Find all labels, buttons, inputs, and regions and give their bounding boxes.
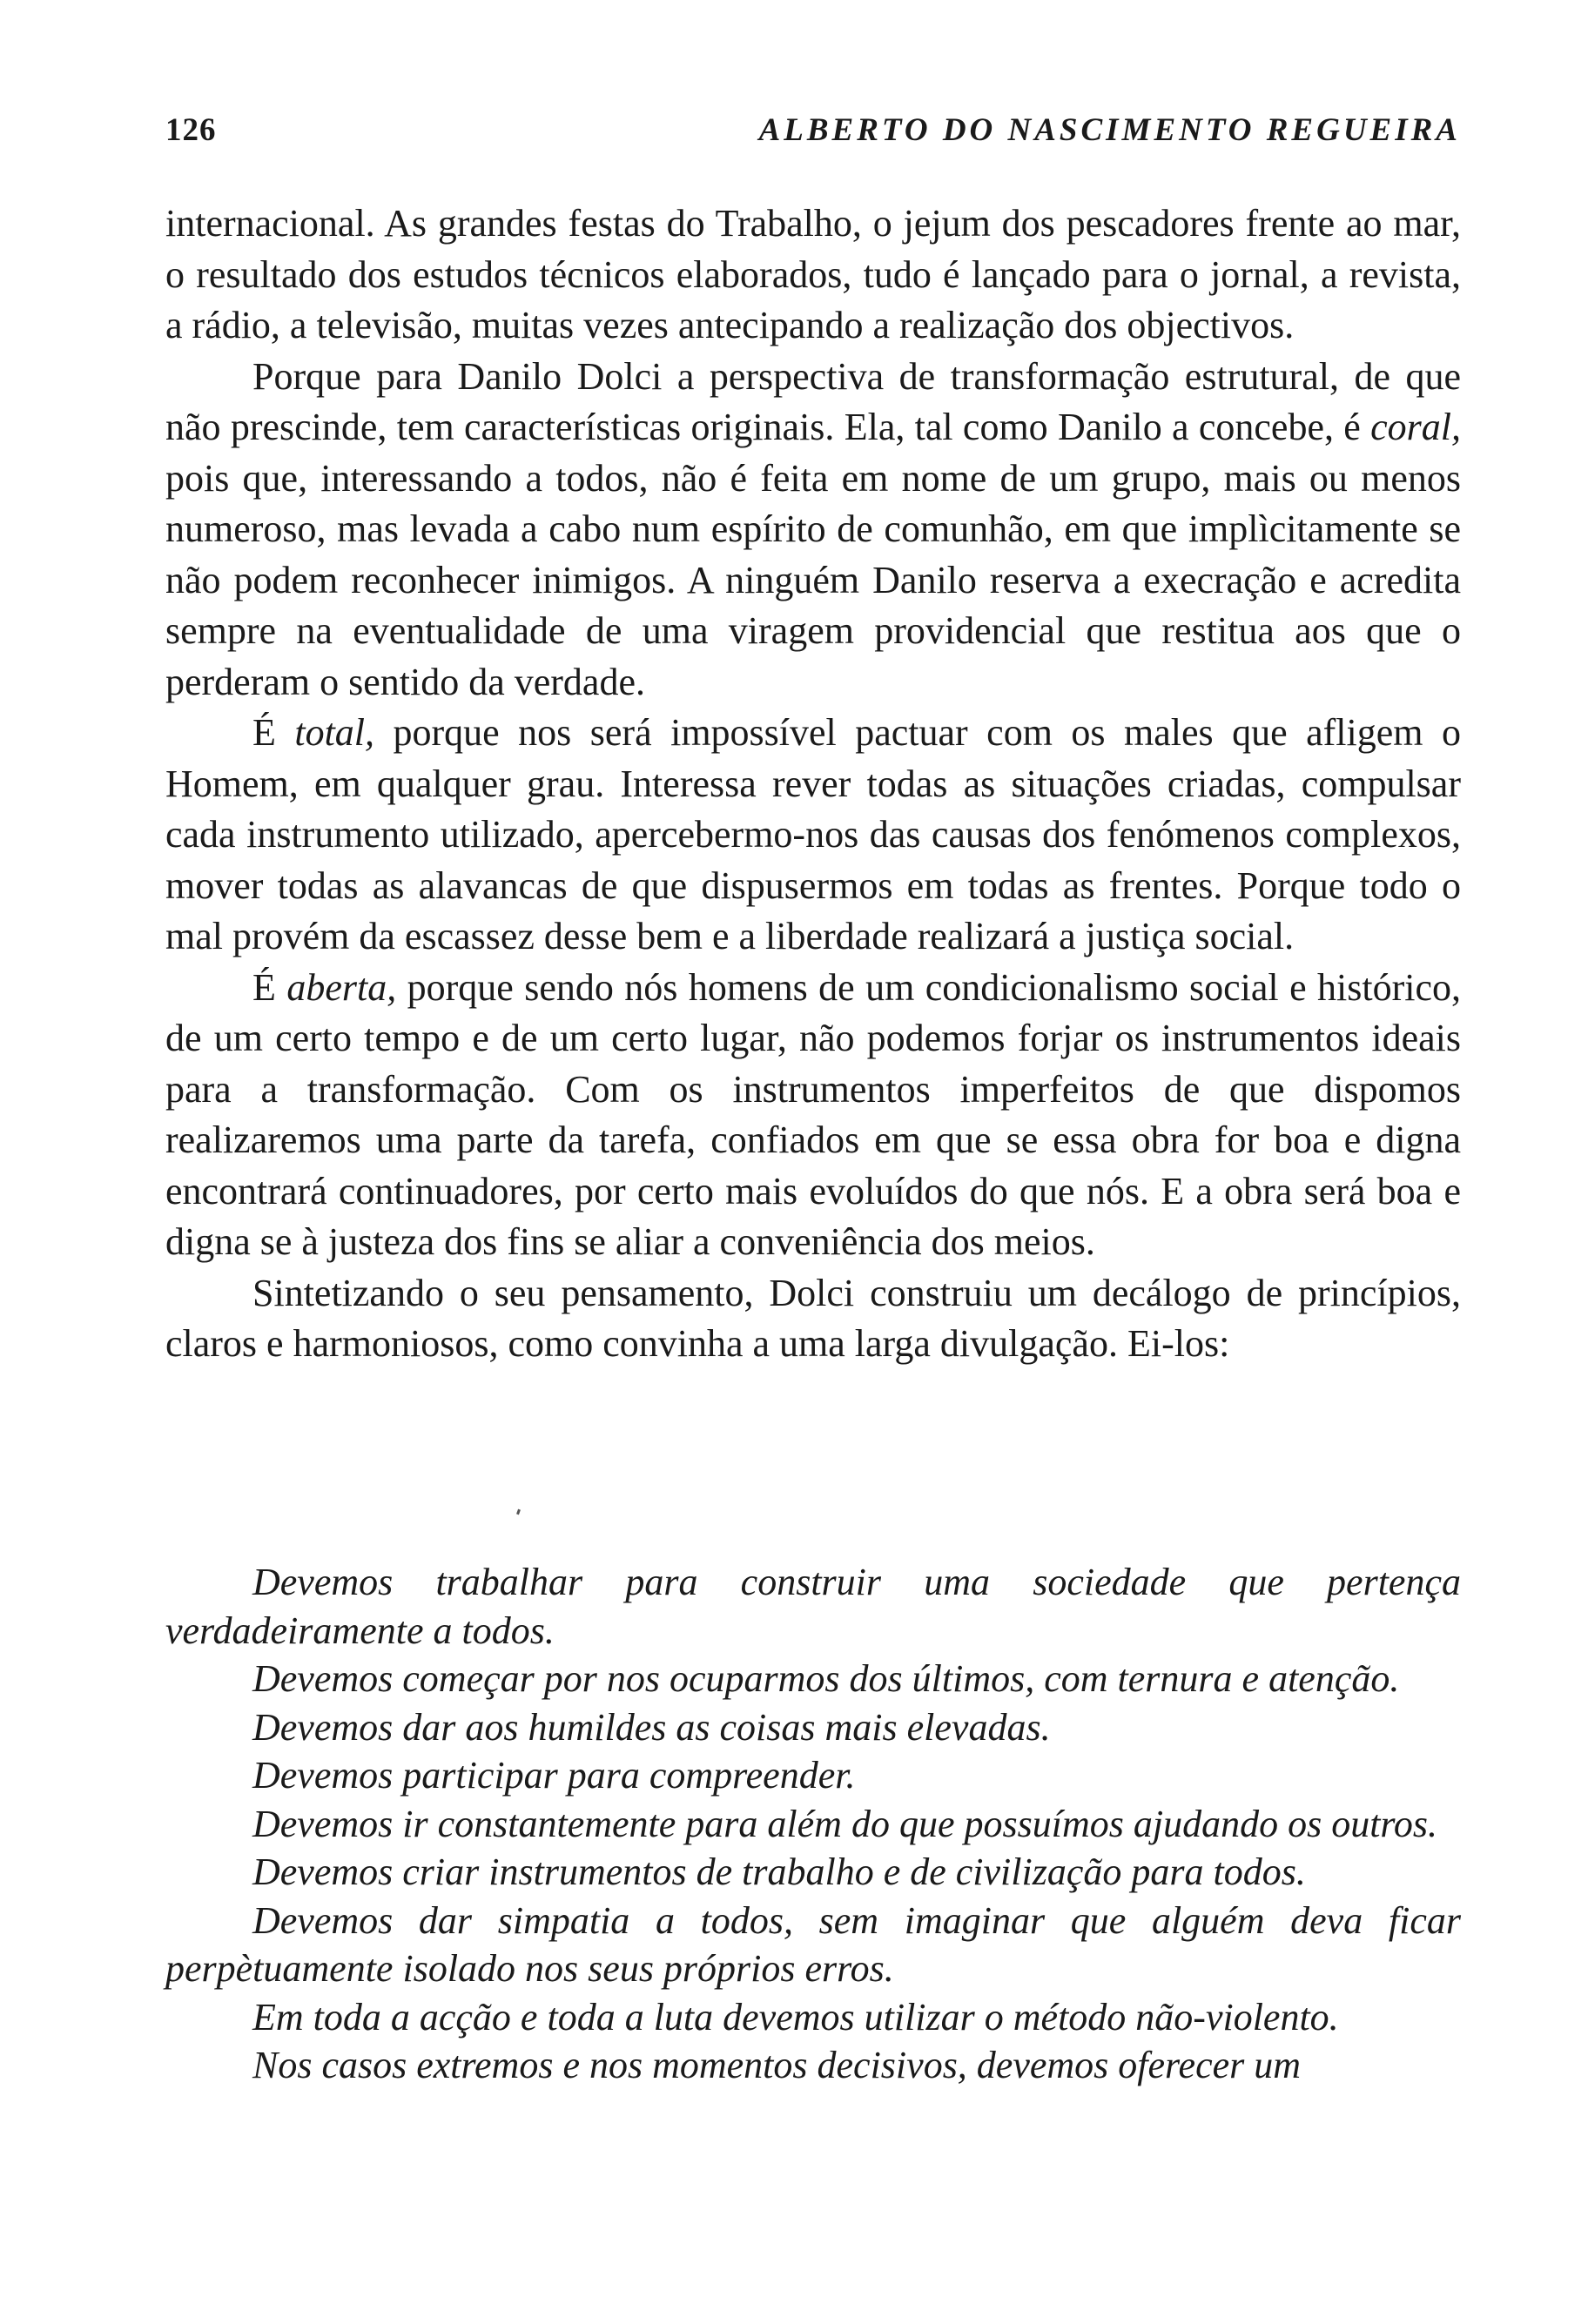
paragraph-2-text-b: pois que, interessando a todos, não é feita em nome de um grupo, mais ou menos numeroso, mas levada a cabo num espírito de comunhão, em que implìcitamente se não podem reconhecer inimigos. A ninguém Danilo reserva a execração e acredita sempre na eventualidade de uma viragem providencial que restitua aos que o perderam o sentido da verdade.	[165, 456, 1461, 703]
print-speck	[516, 1509, 521, 1515]
principle-9: Nos casos extremos e nos momentos decisivos, devemos oferecer um	[252, 2044, 1302, 2086]
paragraph-3-text-b: porque nos será impossível pactuar com os males que afligem o Homem, em qualquer grau. Interessa rever todas as situações criadas, compulsar cada instrumento utilizado, apercebermo-nos das causas dos fenómenos complexos, mover todas as alavancas de que dispusermos em todas as frentes. Porque todo o mal provém da escassez desse bem e a liberdade realizará a justiça social.	[165, 711, 1461, 957]
principle-8: Em toda a acção e toda a luta devemos utilizar o método não-violento.	[252, 1995, 1339, 2039]
body-text	[165, 198, 1461, 1370]
paragraph-3	[165, 708, 1461, 963]
running-title: ALBERTO DO NASCIMENTO REGUEIRA	[758, 112, 1461, 148]
principle-4: Devemos participar para compreender.	[252, 1754, 856, 1797]
principle-6: Devemos criar instrumentos de trabalho e de civilização para todos.	[252, 1850, 1306, 1893]
paragraph-5: Sintetizando o seu pensamento, Dolci construiu um decálogo de princípios, claros e harmoniosos, como convinha a uma larga divulgação. Ei-los:	[165, 1271, 1461, 1365]
principle-3: Devemos dar aos humildes as coisas mais elevadas.	[252, 1705, 1051, 1749]
principle-2: Devemos começar por nos ocuparmos dos últimos, com ternura e atenção.	[252, 1657, 1400, 1700]
paragraph-2	[165, 352, 1461, 709]
paragraph-3-text-a: É	[252, 711, 295, 754]
paragraph-4-emphasis: aberta,	[286, 965, 397, 1009]
paragraph-1: internacional. As grandes festas do Trabalho, o jejum dos pescadores frente ao mar, o resultado dos estudos técnicos elaborados, tudo é lançado para o jornal, a revista, a rádio, a televisão, muitas vezes antecipando a realização dos objectivos.	[165, 202, 1461, 346]
paragraph-2-emphasis: coral,	[1370, 406, 1461, 448]
paragraph-2-text-a: Porque para Danilo Dolci a perspectiva de transformação estrutural, de que não prescinde, tem características originais. Ela, tal como Danilo a concebe, é	[165, 354, 1461, 448]
decalogue	[165, 1558, 1461, 2090]
principle-1: Devemos trabalhar para construir uma sociedade que pertença verdadeiramente a todos.	[165, 1561, 1461, 1652]
paragraph-4	[165, 963, 1461, 1268]
paragraph-3-emphasis: total,	[294, 711, 375, 754]
principle-5: Devemos ir constantemente para além do que possuímos ajudando os outros.	[252, 1802, 1438, 1845]
page-number: 126	[165, 112, 217, 148]
principle-7: Devemos dar simpatia a todos, sem imaginar que alguém deva ficar perpètuamente isolado nos seus próprios erros.	[165, 1898, 1461, 1990]
paragraph-4-text-b: porque sendo nós homens de um condicionalismo social e histórico, de um certo tempo e de um certo lugar, não podemos forjar os instrumentos ideais para a transformação. Com os instrumentos imperfeitos de que dispomos realizaremos uma parte da tarefa, confiados em que se essa obra for boa e digna encontrará continuadores, por certo mais evoluídos do que nós. E a obra será boa e digna se à justeza dos fins se aliar a conveniência dos meios.	[165, 965, 1461, 1263]
paragraph-4-text-a: É	[252, 965, 287, 1009]
running-head	[165, 111, 1461, 150]
